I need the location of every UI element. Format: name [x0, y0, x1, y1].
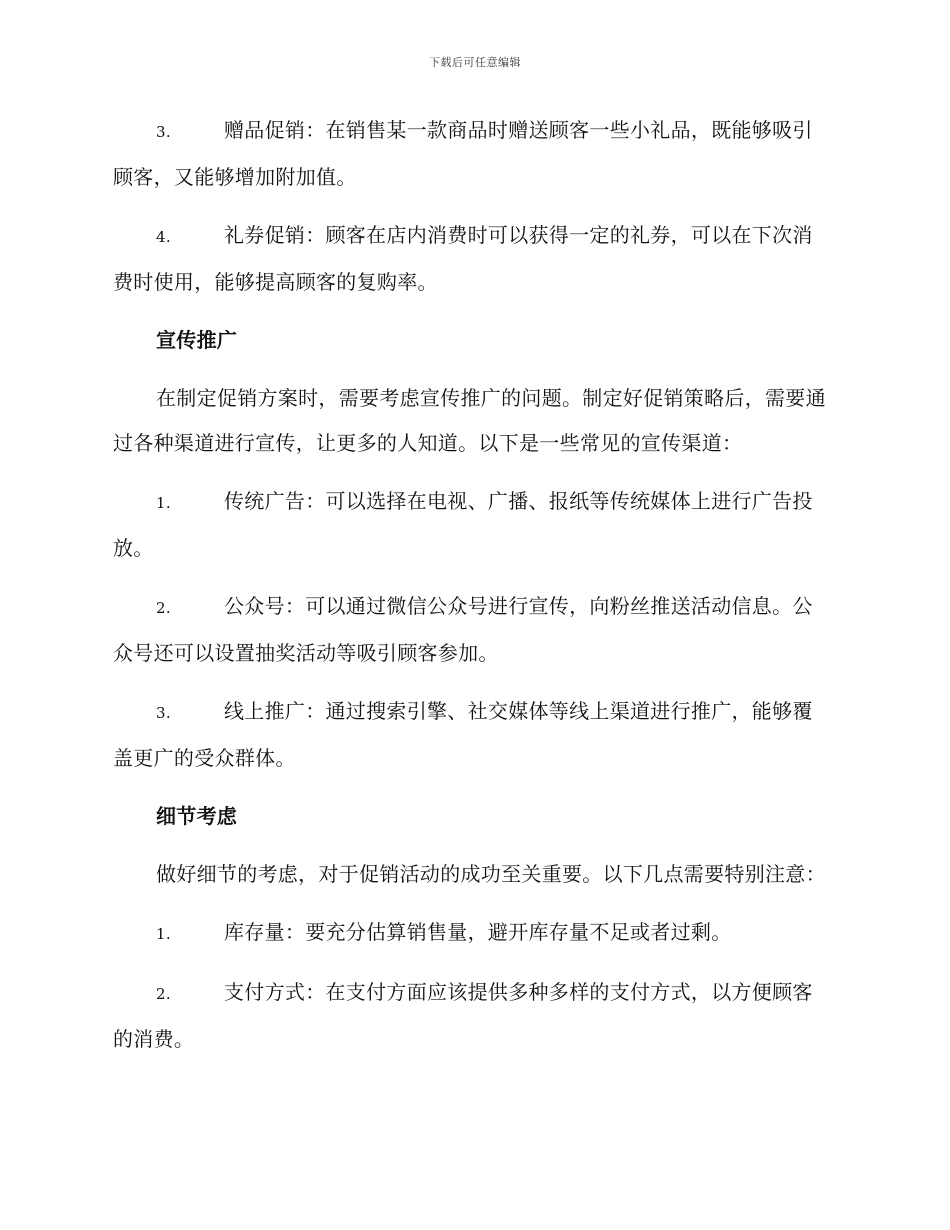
list-item-text: 公众号：可以通过微信公众号进行宣传，向粉丝推送活动信息。公众号还可以设置抽奖活动等吸引顾客参加。	[113, 594, 813, 665]
list-item-number: 4.	[156, 228, 171, 246]
list-item-number: 2.	[156, 985, 171, 1003]
list-item-number: 1.	[156, 925, 171, 943]
page-header: 下载后可任意编辑	[429, 56, 521, 69]
section-heading: 宣传推广	[156, 328, 238, 352]
list-item-text: 库存量：要充分估算销售量，避开库存量不足或者过剩。	[224, 920, 732, 944]
paragraph: 做好细节的考虑，对于促销活动的成功至关重要。以下几点需要特别注意：	[156, 862, 826, 886]
list-item-text: 传统广告：可以选择在电视、广播、报纸等传统媒体上进行广告投放。	[113, 489, 813, 560]
list-item-number: 3.	[156, 704, 171, 722]
list-item-text: 礼券促销：顾客在店内消费时可以获得一定的礼券，可以在下次消费时使用，能够提高顾客的复购率。	[113, 223, 813, 294]
list-item-number: 2.	[156, 599, 171, 617]
list-item	[113, 910, 831, 957]
list-item-number: 1.	[156, 494, 171, 512]
list-item	[113, 108, 831, 200]
paragraph: 在制定促销方案时，需要考虑宣传推广的问题。制定好促销策略后，需要通过各种渠道进行宣传，让更多的人知道。以下是一些常见的宣传渠道：	[113, 386, 826, 455]
list-item	[113, 213, 831, 305]
list-item-text: 赠品促销：在销售某一款商品时赠送顾客一些小礼品，既能够吸引顾客，又能够增加附加值。	[113, 118, 813, 189]
section-heading: 细节考虑	[156, 804, 238, 828]
list-item	[113, 584, 831, 676]
list-item	[113, 970, 831, 1062]
list-item-number: 3.	[156, 123, 171, 141]
list-item-text: 线上推广：通过搜索引擎、社交媒体等线上渠道进行推广，能够覆盖更广的受众群体。	[113, 699, 813, 770]
list-item-text: 支付方式：在支付方面应该提供多种多样的支付方式，以方便顾客的消费。	[113, 980, 813, 1051]
document-body	[113, 108, 831, 1075]
list-item	[113, 479, 831, 571]
list-item	[113, 689, 831, 781]
